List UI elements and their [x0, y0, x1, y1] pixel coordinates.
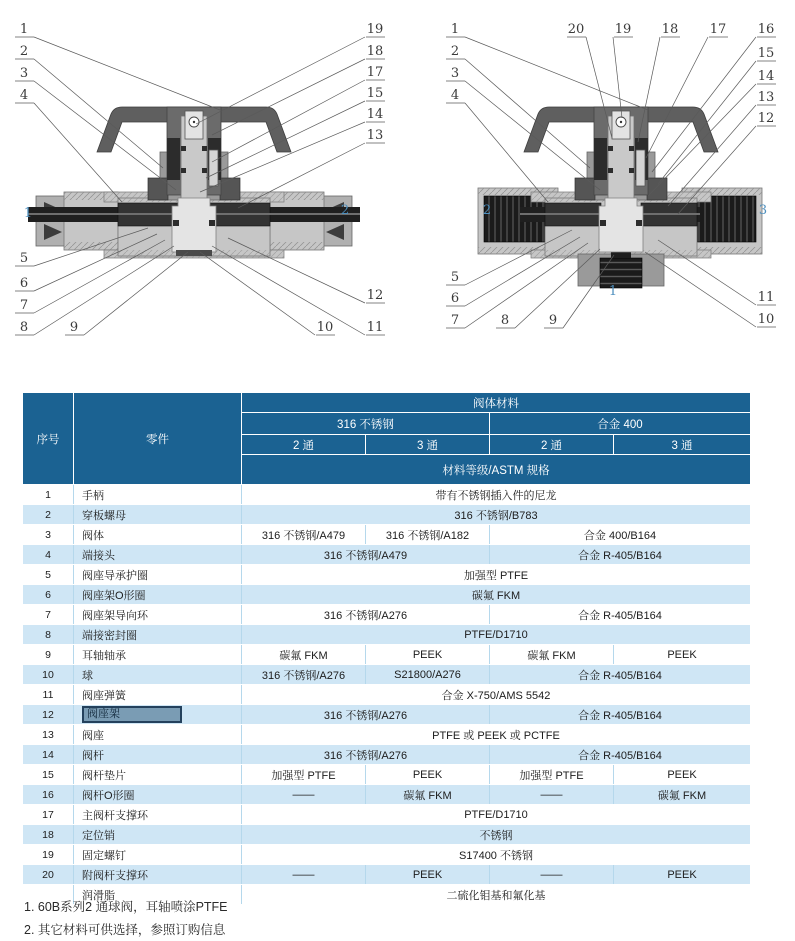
callout-number-5: 5	[19, 251, 29, 266]
callout-number-12: 12	[366, 288, 384, 303]
part-name-cell: 阀座弹簧	[74, 685, 242, 705]
material-cell: 不锈钢	[242, 825, 751, 845]
footnote-2: 2. 其它材料可供选择，参照订购信息	[24, 923, 226, 937]
callout-number-8: 8	[19, 320, 29, 335]
row-seq-number: 15	[23, 765, 74, 785]
row-seq-number: 9	[23, 645, 74, 665]
callout-number-7: 7	[450, 313, 460, 328]
callout-leader-line	[465, 37, 648, 110]
material-cell: 碳氟 FKM	[242, 645, 366, 665]
part-name-cell: 阀杆	[74, 745, 242, 765]
part-name-cell: 球	[74, 665, 242, 685]
callout-number-11: 11	[757, 290, 775, 305]
material-cell: PEEK	[366, 765, 490, 785]
material-cell: 加强型 PTFE	[490, 765, 614, 785]
material-cell: 316 不锈钢/B783	[242, 505, 751, 525]
material-cell: 加强型 PTFE	[242, 765, 366, 785]
callout-leader-line	[648, 84, 756, 196]
table-row	[23, 605, 751, 625]
row-seq-number: 4	[23, 545, 74, 565]
callout-number-18: 18	[661, 22, 679, 37]
header-2way-ss: 2 通	[242, 435, 366, 455]
callout-leader-line	[212, 59, 365, 135]
table-row	[23, 845, 751, 865]
material-cell: S17400 不锈钢	[242, 845, 751, 865]
left-valve-locating-pin	[209, 150, 218, 186]
callout-number-15: 15	[757, 46, 775, 61]
row-seq-number: 7	[23, 605, 74, 625]
part-name-cell: 润滑脂	[74, 885, 242, 905]
callout-number-13: 13	[757, 90, 775, 105]
callout-leader-line	[613, 37, 622, 118]
material-cell: ——	[490, 865, 614, 885]
part-name-cell: 阀座	[74, 725, 242, 745]
row-seq-number: 19	[23, 845, 74, 865]
callout-number-2: 2	[19, 44, 29, 59]
material-cell: 碳氟 FKM	[490, 645, 614, 665]
callout-number-4: 4	[450, 88, 460, 103]
footnote-1: 1. 60B系列2 通球阀，耳轴喷涂PTFE	[24, 900, 228, 914]
table-row	[23, 525, 751, 545]
table-row	[23, 765, 751, 785]
callout-number-1: 1	[450, 22, 460, 37]
material-cell: PEEK	[614, 765, 751, 785]
port-number-2: 2	[340, 203, 350, 218]
valve-diagrams	[0, 0, 795, 362]
callout-number-6: 6	[450, 291, 460, 306]
material-cell: 316 不锈钢/A479	[242, 545, 490, 565]
material-cell: 合金 X-750/AMS 5542	[242, 685, 751, 705]
part-name-cell: 阀体	[74, 525, 242, 545]
header-2way-alloy: 2 通	[490, 435, 614, 455]
table-row	[23, 865, 751, 885]
material-cell: PEEK	[614, 865, 751, 885]
callout-number-14: 14	[366, 107, 384, 122]
table-row	[23, 745, 751, 765]
right-valve-panel-nut	[575, 178, 595, 200]
row-seq-number: 2	[23, 505, 74, 525]
part-name-cell: 阀座架导向环	[74, 605, 242, 625]
table-row	[23, 645, 751, 665]
row-seq-number: 18	[23, 825, 74, 845]
header-alloy400: 合金 400	[490, 413, 751, 435]
row-seq-number: 8	[23, 625, 74, 645]
callout-leader-line	[645, 252, 756, 327]
callout-leader-line	[34, 103, 122, 202]
table-row	[23, 545, 751, 565]
row-seq-number: 1	[23, 485, 74, 505]
callout-leader-line	[34, 240, 165, 313]
material-cell: 带有不锈钢插入件的尼龙	[242, 485, 751, 505]
table-row	[23, 485, 751, 505]
right-valve-art	[478, 107, 762, 288]
material-cell: 二硫化钼基和氟化基	[242, 885, 751, 905]
callout-number-18: 18	[366, 44, 384, 59]
materials-table-container	[22, 392, 750, 905]
table-row	[23, 665, 751, 685]
material-cell: PTFE/D1710	[242, 625, 751, 645]
material-cell: PTFE/D1710	[242, 805, 751, 825]
part-name-cell	[74, 705, 242, 725]
row-seq-number: 3	[23, 525, 74, 545]
callout-number-20: 20	[567, 22, 585, 37]
row-seq-number: 6	[23, 585, 74, 605]
material-cell: 316 不锈钢/A276	[242, 605, 490, 625]
header-part: 零件	[74, 393, 242, 485]
callout-leader-line	[515, 249, 600, 328]
material-cell: PEEK	[366, 645, 490, 665]
row-seq-number: 14	[23, 745, 74, 765]
callout-number-9: 9	[69, 320, 79, 335]
material-cell: PEEK	[366, 865, 490, 885]
callout-number-1: 1	[19, 22, 29, 37]
part-name-cell: 定位销	[74, 825, 242, 845]
row-seq-number: 11	[23, 685, 74, 705]
parts-table-body	[23, 485, 751, 905]
callout-number-7: 7	[19, 298, 29, 313]
header-seq: 序号	[23, 393, 74, 485]
right-valve-locating-pin	[636, 150, 645, 186]
callout-leader-line	[465, 81, 600, 190]
material-cell: PTFE 或 PEEK 或 PCTFE	[242, 725, 751, 745]
table-row	[23, 705, 751, 725]
callout-number-11: 11	[366, 320, 384, 335]
callout-leader-line	[34, 37, 220, 110]
callout-number-5: 5	[450, 270, 460, 285]
row-seq-number: 13	[23, 725, 74, 745]
row-seq-number: 20	[23, 865, 74, 885]
material-cell: 316 不锈钢/A479	[242, 525, 366, 545]
header-316ss: 316 不锈钢	[242, 413, 490, 435]
row-seq-number: 17	[23, 805, 74, 825]
material-cell: 加强型 PTFE	[242, 565, 751, 585]
port-number-2: 2	[482, 203, 492, 218]
row-seq-number: 5	[23, 565, 74, 585]
table-row	[23, 505, 751, 525]
header-3way-ss: 3 通	[366, 435, 490, 455]
material-cell: 合金 R-405/B164	[490, 745, 751, 765]
callout-number-3: 3	[450, 66, 460, 81]
material-cell: 合金 R-405/B164	[490, 545, 751, 565]
part-name-cell: 阀杆O形圈	[74, 785, 242, 805]
callout-number-6: 6	[19, 276, 29, 291]
callout-leader-line	[465, 103, 548, 202]
material-cell: 合金 400/B164	[490, 525, 751, 545]
part-name-cell: 穿板螺母	[74, 505, 242, 525]
callout-leader-line	[34, 81, 176, 190]
header-body-material: 阀体材料	[242, 393, 751, 413]
callout-number-14: 14	[757, 69, 775, 84]
callout-leader-line	[465, 243, 588, 328]
part-name-cell: 阀座导承护圈	[74, 565, 242, 585]
part-name-cell: 附阀杆支撑环	[74, 865, 242, 885]
material-cell: S21800/A276	[366, 665, 490, 685]
material-cell: 316 不锈钢/A182	[366, 525, 490, 545]
callout-leader-line	[212, 246, 365, 335]
part-name-cell: 阀座架O形圈	[74, 585, 242, 605]
left-valve-art	[28, 107, 360, 258]
callout-number-10: 10	[316, 320, 334, 335]
port-number-1: 1	[23, 206, 33, 221]
material-cell: 碳氟 FKM	[242, 585, 751, 605]
material-cell: 碳氟 FKM	[614, 785, 751, 805]
callout-number-3: 3	[19, 66, 29, 81]
callout-number-17: 17	[709, 22, 727, 37]
part-name-cell: 端接密封圈	[74, 625, 242, 645]
valve-cross-section-drawing	[0, 0, 795, 362]
callout-number-15: 15	[366, 86, 384, 101]
material-cell: 合金 R-405/B164	[490, 605, 751, 625]
callout-number-13: 13	[366, 128, 384, 143]
header-3way-alloy: 3 通	[614, 435, 751, 455]
callout-number-8: 8	[500, 313, 510, 328]
callout-number-12: 12	[757, 111, 775, 126]
part-name-cell: 阀杆垫片	[74, 765, 242, 785]
row-seq-number: 16	[23, 785, 74, 805]
selected-part-highlight[interactable]: 阀座架	[82, 706, 182, 723]
materials-table	[22, 392, 751, 905]
header-spec: 材料等级/ASTM 规格	[242, 455, 751, 485]
callout-number-19: 19	[366, 22, 384, 37]
material-cell: 316 不锈钢/A276	[242, 665, 366, 685]
table-row	[23, 685, 751, 705]
callout-number-10: 10	[757, 312, 775, 327]
material-cell: 合金 R-405/B164	[490, 705, 751, 725]
material-cell: 碳氟 FKM	[366, 785, 490, 805]
callout-number-4: 4	[19, 88, 29, 103]
callout-leader-line	[196, 37, 365, 124]
row-seq-number: 10	[23, 665, 74, 685]
part-name-cell: 固定螺钉	[74, 845, 242, 865]
material-cell: 316 不锈钢/A276	[242, 745, 490, 765]
material-cell: PEEK	[614, 645, 751, 665]
table-row	[23, 785, 751, 805]
right-valve-bottom-thread	[600, 258, 642, 288]
port-number-3: 3	[758, 203, 768, 218]
callout-number-2: 2	[450, 44, 460, 59]
callout-leader-line	[200, 252, 315, 335]
material-cell: ——	[242, 865, 366, 885]
callout-number-19: 19	[614, 22, 632, 37]
table-row	[23, 805, 751, 825]
table-row	[23, 725, 751, 745]
material-cell: ——	[242, 785, 366, 805]
material-cell: ——	[490, 785, 614, 805]
table-row	[23, 565, 751, 585]
part-name-cell: 耳轴轴承	[74, 645, 242, 665]
callout-number-17: 17	[366, 65, 384, 80]
callout-number-9: 9	[548, 313, 558, 328]
port-number-1: 1	[608, 284, 618, 299]
table-row	[23, 585, 751, 605]
table-row	[23, 625, 751, 645]
callout-number-16: 16	[757, 22, 775, 37]
table-row	[23, 825, 751, 845]
material-cell: 316 不锈钢/A276	[242, 705, 490, 725]
part-name-cell: 主阀杆支撑环	[74, 805, 242, 825]
part-name-cell: 手柄	[74, 485, 242, 505]
row-seq-number: 12	[23, 705, 74, 725]
callout-leader-line	[638, 37, 660, 142]
material-cell: 合金 R-405/B164	[490, 665, 751, 685]
part-name-cell: 端接头	[74, 545, 242, 565]
callout-leader-line	[658, 61, 756, 184]
